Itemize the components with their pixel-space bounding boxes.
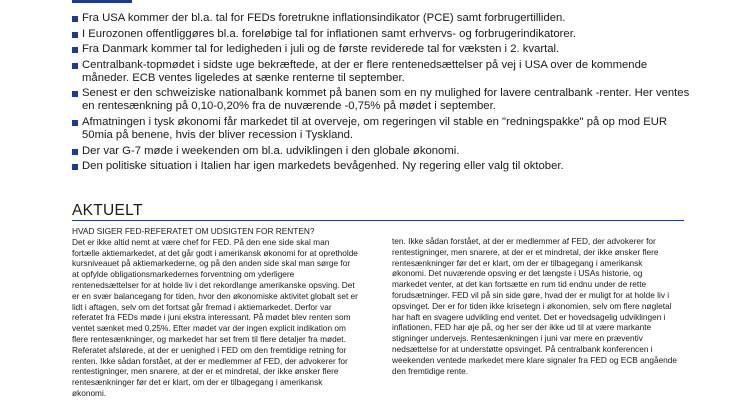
bullet-text: Senest er den schweiziske nationalbank kommet på banen som en ny mulighed for lavere centralbank -renter. Her ventes en rentesænkning på 0,10-0,20% fra de nuværende -0,75% på mødet i september.: [82, 87, 690, 113]
bullet-text: Den politiske situation i Italien har igen markedets bevågenhed. Ny regering eller valg til oktober.: [82, 160, 564, 173]
bullet-square-icon: [72, 91, 78, 97]
bullet-item: [72, 28, 692, 41]
section-title: AKTUELT: [72, 202, 143, 219]
bullet-item: [72, 145, 692, 158]
top-accent-bar: [72, 0, 132, 3]
bullet-item: [72, 160, 692, 173]
bullet-square-icon: [72, 149, 78, 155]
bullet-text: I Eurozonen offentliggøres bl.a. foreløbige tal for inflationen samt erhvervs- og forbrugerindikatorer.: [82, 27, 576, 40]
section-divider: [72, 220, 684, 221]
bullet-square-icon: [72, 120, 78, 126]
bullet-square-icon: [72, 47, 78, 53]
bullet-text: Der var G-7 møde i weekenden om bl.a. udviklingen i den globale økonomi.: [82, 144, 460, 157]
bullet-item: [72, 12, 692, 25]
bullet-square-icon: [72, 32, 78, 38]
bullet-list: [72, 12, 692, 176]
article-body-right: ten. Ikke sådan forstået, at der er medlemmer af FED, der advokerer for rentestigninger, men snarere, at der er et mindretal, der ikke ønsker flere rentesænkninger før det er klart, om der er tilbagegang i amerikansk økonomi. Det nuværende opsving er det længste i USAs historie, og markedet venter, at det kan fortsætte en rum tid endnu under de rette forudsætninger. FED vil på sin side gøre, hvad der er muligt for at holde liv i opsvinget. Der er for tiden ikke krisetegn i økonomien, selv om flere nøgletal har haft en svagere udvikling end ventet. Det er hovedsagelig udviklingen i inflationen, FED har øje på, og her ser der ikke ud til at være markante stigninger undervejs. Rentesænkningen i juni var mere en præventiv nedsættelse for at understøtte opsvinget. På centralbank konferencen i weekenden ventede markedet mere klare signaler fra FED og ECB angående den fremtidige rente.: [392, 236, 678, 376]
bullet-square-icon: [72, 63, 78, 69]
article-column-right: [392, 236, 678, 376]
bullet-square-icon: [72, 16, 78, 22]
bullet-square-icon: [72, 164, 78, 170]
bullet-text: Centralbank-topmødet i sidste uge bekræftede, at der er flere rentenedsættelser på vej i USA over de kommende måneder. ECB ventes ligeledes at sænke renterne til september.: [82, 58, 648, 84]
bullet-item: [72, 59, 692, 85]
article-body-left: Det er ikke altid nemt at være chef for FED. På den ene side skal man fortælle aktiemarkedet, at det går godt i amerikansk økonomi for at opretholde kursniveauet på aktiemarkederne, og på den anden side skal man sørge for at opfylde obligationsmarkedernes forventning om yderligere rentenedsættelser for at holde liv i det rekordlange amerikanske opsving. Det er en svær balancegang for tiden, hvor den økonomiske aktivitet globalt set er lidt i aftagen, selv om det fortsat går fremad i aktiemarkedet. Derfor var referatet fra FEDs møde i juni ekstra interessant. På mødet blev renten som ventet sænket med 0,25%. Efter mødet var der ingen explicit indikation om flere rentesænkninger, og markedet har set frem til flere detaljer fra mødet. Referatet afslørede, at der er uenighed i FED om den fremtidige retning for renten. Ikke sådan forstået, at der er medlemmer af FED, der advokerer for rentestigninger, men snarere, at der er et mindretal, der ikke ønsker flere rentesænkninger før det er klart, om der er tilbagegang i amerikansk økonomi.: [72, 236, 358, 398]
bullet-item: [72, 43, 692, 56]
article-question: HVAD SIGER FED-REFERATET OM UDSIGTEN FOR RENTEN?: [72, 226, 315, 236]
bullet-text: Afmatningen i tysk økonomi får markedet til at overveje, om regeringen vil stable en "redningspakke" på op mod EUR 50mia på benene, hvis der bliver recession i Tyskland.: [82, 115, 668, 141]
bullet-text: Fra USA kommer der bl.a. tal for FEDs foretrukne inflationsindikator (PCE) samt forbrugertilliden.: [82, 12, 566, 24]
bullet-item: [72, 116, 692, 142]
bullet-item: [72, 87, 692, 113]
article-column-left: [72, 226, 358, 399]
bullet-text: Fra Danmark kommer tal for ledigheden i juli og de første reviderede tal for væksten i 2. kvartal.: [82, 43, 560, 56]
